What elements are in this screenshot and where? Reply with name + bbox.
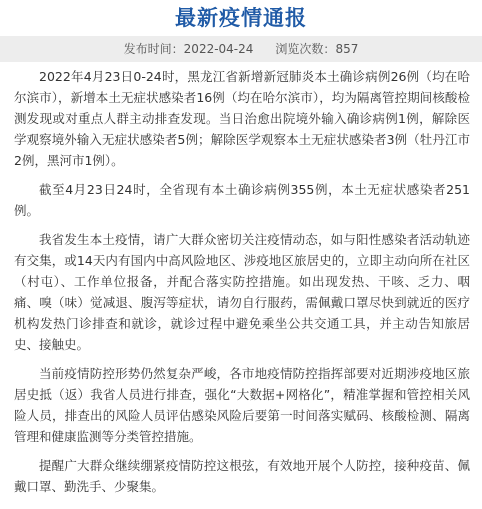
paragraph-case-report: 2022年4月23日0-24时，黑龙江省新增新冠肺炎本土确诊病例26例（均在哈尔滨市），新增本土无症状感染者16例（均在哈尔滨市），均为隔离管控期间核酸检测发现或对重点人群主动排查发现。当日治愈出院境外输入确诊病例1例，解除医学观察境外输入无症状感染者5例；解除医学观察本土无症状感染者3例（牡丹江市2例，黑河市1例）。: [14, 69, 470, 168]
paragraph-public-guidance: 我省发生本土疫情，请广大群众密切关注疫情动态，如与阳性感染者活动轨迹有交集，或14天内有国内中高风险地区、涉疫地区旅居史的，立即主动向所在社区（村屯）、工作单位报备，并配合落实防控措施。如出现发热、干咳、乏力、咽痛、嗅（味）觉减退、腹泻等症状，请勿自行服药，需佩戴口罩尽快到就近的医疗机构发热门诊排查和就诊，就诊过程中避免乘坐公共交通工具，并主动告知旅居史、接触史。: [14, 232, 470, 352]
paragraph-reminder: 提醒广大群众继续绷紧疫情防控这根弦，有效地开展个人防控，接种疫苗、佩戴口罩、勤洗手、少聚集。: [14, 458, 470, 494]
paragraph-control-measures: 当前疫情防控形势仍然复杂严峻，各市地疫情防控指挥部要对近期涉疫地区旅居史抵（返）我省人员进行排查，强化“大数据+网格化”，精准掌握和管控相关风险人员，排查出的风险人员评估感染风险后要第一时间落实赋码、核酸检测、隔离管理和健康监测等分类管控措施。: [14, 366, 470, 444]
page-title: 最新疫情通报: [175, 6, 307, 30]
paragraph-current-totals: 截至4月23日24时，全省现有本土确诊病例355例，本土无症状感染者251例。: [14, 182, 470, 218]
publish-time-label: 发布时间：: [123, 42, 184, 56]
publish-date: 2022-04-24: [183, 42, 254, 56]
article-meta-bar: [0, 36, 482, 62]
views-label: 浏览次数：: [275, 42, 336, 56]
article-body: [14, 66, 470, 505]
views-count: 857: [335, 42, 359, 56]
